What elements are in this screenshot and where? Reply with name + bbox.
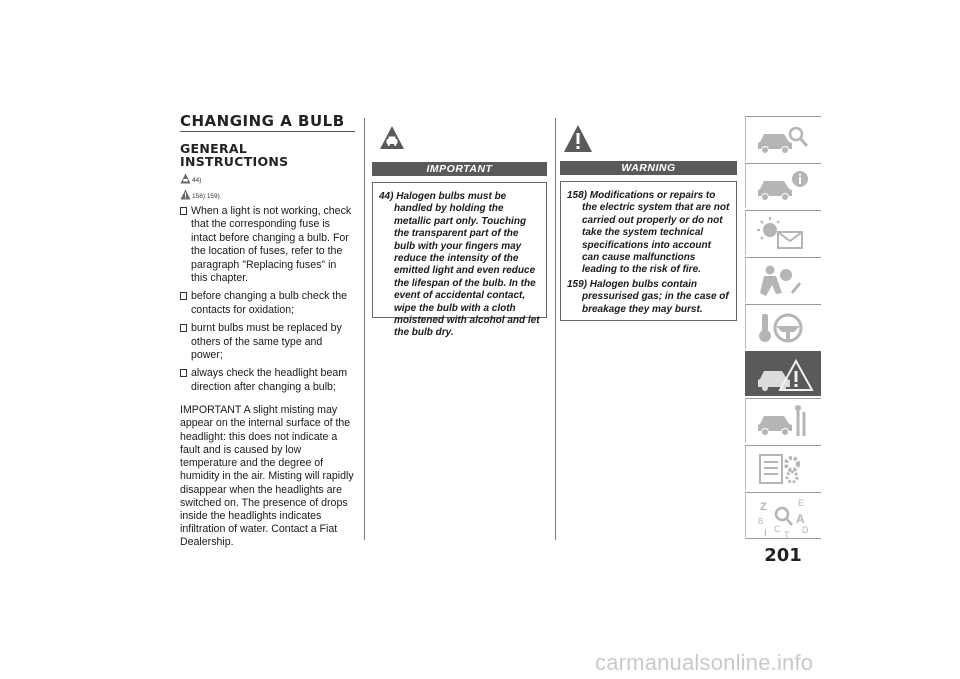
section-title: CHANGING A BULB — [180, 112, 355, 132]
list-item: When a light is not working, check that the corresponding fuse is intact before changing a bulb. For the location of fuses, refer to the paragraph "Replacing fuses" in this chapter. — [180, 205, 355, 285]
warning-triangle-icon — [180, 189, 191, 200]
svg-text:Z: Z — [760, 501, 767, 513]
tab-knowing-car[interactable] — [745, 116, 821, 161]
tab-starting-driving[interactable] — [745, 304, 821, 349]
tab-safety[interactable] — [745, 257, 821, 302]
subsection-title: GENERAL INSTRUCTIONS — [180, 141, 289, 169]
chapter-sidebar — [745, 116, 821, 539]
sidebar-bottom-divider — [745, 538, 821, 539]
svg-text:B: B — [758, 517, 764, 526]
instruction-list — [180, 205, 355, 394]
tab-in-an-emergency[interactable] — [745, 351, 821, 396]
car-info-icon — [754, 169, 814, 205]
column-divider — [364, 118, 365, 540]
car-emergency-icon — [754, 357, 814, 393]
car-warning-icon — [180, 173, 191, 184]
checkbox-bullet-icon — [180, 292, 187, 300]
tab-warning-lights[interactable] — [745, 210, 821, 255]
specs-gears-icon — [754, 451, 814, 487]
list-item: burnt bulbs must be replaced by others of the same type and power; — [180, 322, 355, 362]
svg-text:I: I — [764, 528, 767, 538]
reference-number: 44) — [192, 177, 202, 184]
warning-banner: WARNING — [560, 161, 737, 175]
car-search-icon — [754, 122, 814, 158]
notice-item: 159) Halogen bulbs contain pressurised gas; in the case of breakage they may burst. — [567, 278, 729, 315]
car-in-triangle-icon — [379, 125, 405, 151]
svg-text:T: T — [784, 530, 790, 538]
column-divider — [555, 118, 556, 540]
svg-text:E: E — [798, 498, 805, 508]
reference-line-important — [180, 172, 355, 184]
page-number: 201 — [764, 545, 802, 566]
tab-servicing-care[interactable] — [745, 398, 821, 443]
key-steering-wheel-icon — [754, 310, 814, 346]
important-box — [372, 182, 547, 339]
notice-item: 44) Halogen bulbs must be handled by holding the metallic part only. Touching the transparent part of the bulb with your fingers may reduce the intensity of the emitted light and even reduce the lifespan of the bulb. In the event of accidental contact, wipe the bulb with a cloth moistened with alcohol and let the bulb dry. — [379, 191, 540, 339]
svg-text:D: D — [802, 525, 809, 535]
important-banner: IMPORTANT — [372, 162, 547, 176]
notice-item: 158) Modifications or repairs to the electric system that are not carried out properly or do not take the system technical specifications into account can cause malfunctions leading to the risk of fire. — [567, 190, 730, 276]
warning-box — [560, 181, 737, 321]
important-note-paragraph: IMPORTANT A slight misting may appear on the internal surface of the headlight: this does not indicate a fault and is caused by low temperature and the degree of humidity in the air. Misting will rapidly disappear when the headlights are switched on. The presence of drops inside the headlights indicates infiltration of water. Contact a Fiat Dealership. — [180, 404, 354, 549]
lights-message-icon — [754, 216, 814, 252]
reference-line-warning — [180, 188, 355, 200]
list-item: always check the headlight beam direction after changing a bulb; — [180, 367, 355, 394]
person-airbag-icon — [754, 263, 814, 299]
main-column — [180, 112, 355, 550]
tab-technical-specifications[interactable] — [745, 445, 821, 490]
car-maintenance-icon — [754, 404, 814, 440]
checkbox-bullet-icon — [180, 324, 187, 332]
tab-index[interactable] — [745, 492, 821, 537]
list-item: before changing a bulb check the contacts for oxidation; — [180, 290, 355, 317]
alphabet-index-icon — [754, 498, 814, 538]
checkbox-bullet-icon — [180, 369, 187, 377]
tab-dashboard-info[interactable] — [745, 163, 821, 208]
reference-number: 158) 159) — [192, 193, 220, 200]
watermark: carmanualsonline.info — [595, 650, 814, 675]
svg-text:C: C — [774, 524, 781, 534]
checkbox-bullet-icon — [180, 207, 187, 215]
exclamation-triangle-icon — [563, 124, 593, 154]
svg-text:A: A — [796, 512, 805, 526]
